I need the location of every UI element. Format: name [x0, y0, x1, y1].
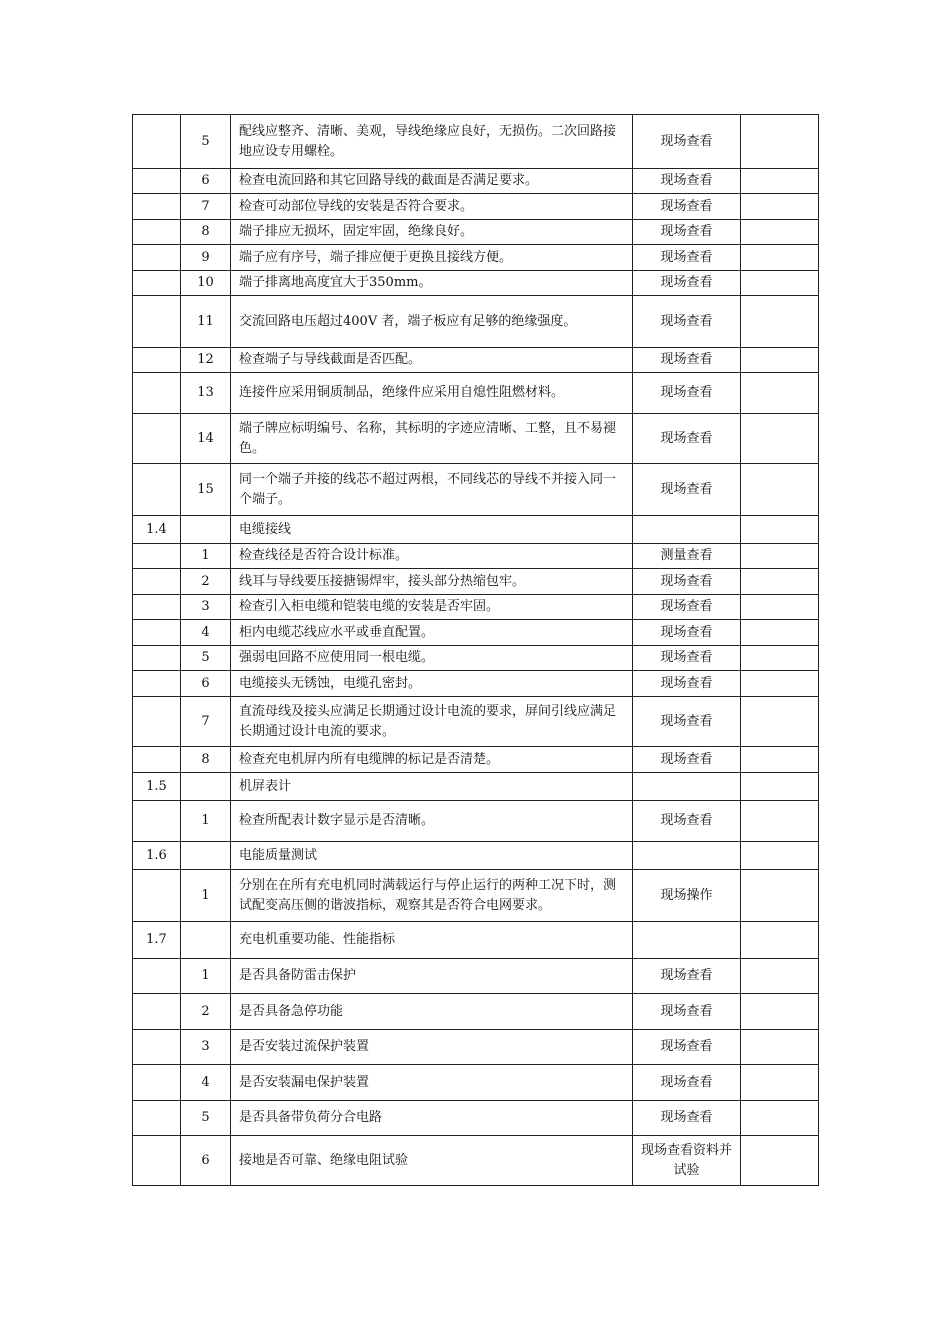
result-cell: [741, 569, 819, 595]
item-number-cell: 7: [181, 697, 231, 747]
item-number-cell: 8: [181, 747, 231, 773]
table-row: [133, 245, 819, 271]
section-number-cell: [133, 348, 181, 373]
table-row: [133, 620, 819, 646]
check-method-cell: [633, 842, 741, 870]
result-cell: [741, 773, 819, 801]
requirement-cell: 是否安装漏电保护装置: [231, 1065, 633, 1101]
section-number-cell: [133, 697, 181, 747]
inspection-table: [132, 114, 819, 1186]
table-row: [133, 464, 819, 516]
item-number-cell: 14: [181, 414, 231, 464]
item-number-cell: 5: [181, 1101, 231, 1136]
item-number-cell: 9: [181, 245, 231, 271]
result-cell: [741, 1136, 819, 1186]
check-method-cell: [633, 516, 741, 544]
result-cell: [741, 922, 819, 959]
table-row: [133, 747, 819, 773]
section-number-cell: [133, 595, 181, 620]
section-header-row: [133, 842, 819, 870]
requirement-cell: 电能质量测试: [231, 842, 633, 870]
requirement-cell: 强弱电回路不应使用同一根电缆。: [231, 646, 633, 671]
section-number-cell: [133, 271, 181, 296]
check-method-cell: 现场查看: [633, 747, 741, 773]
result-cell: [741, 373, 819, 414]
table-row: [133, 994, 819, 1030]
requirement-cell: 检查线径是否符合设计标准。: [231, 544, 633, 569]
table-row: [133, 271, 819, 296]
result-cell: [741, 671, 819, 697]
check-method-cell: 现场查看: [633, 646, 741, 671]
requirement-cell: 是否具备急停功能: [231, 994, 633, 1030]
result-cell: [741, 994, 819, 1030]
result-cell: [741, 1101, 819, 1136]
result-cell: [741, 1065, 819, 1101]
section-number-cell: [133, 296, 181, 348]
section-number-cell: [133, 464, 181, 516]
requirement-cell: 充电机重要功能、性能指标: [231, 922, 633, 959]
result-cell: [741, 194, 819, 220]
item-number-cell: 4: [181, 1065, 231, 1101]
check-method-cell: 现场查看: [633, 959, 741, 994]
result-cell: [741, 296, 819, 348]
result-cell: [741, 544, 819, 569]
item-number-cell: 2: [181, 569, 231, 595]
inspection-table-body: [133, 115, 819, 1186]
result-cell: [741, 414, 819, 464]
requirement-cell: 电缆接头无锈蚀，电缆孔密封。: [231, 671, 633, 697]
section-number-cell: 1.6: [133, 842, 181, 870]
section-number-cell: [133, 115, 181, 169]
table-row: [133, 801, 819, 842]
item-number-cell: 1: [181, 544, 231, 569]
check-method-cell: 现场查看: [633, 373, 741, 414]
check-method-cell: 现场查看: [633, 801, 741, 842]
requirement-cell: 端子排离地高度宜大于350mm。: [231, 271, 633, 296]
requirement-cell: 是否安装过流保护装置: [231, 1030, 633, 1065]
result-cell: [741, 348, 819, 373]
check-method-cell: 现场查看: [633, 464, 741, 516]
table-row: [133, 194, 819, 220]
section-number-cell: [133, 194, 181, 220]
check-method-cell: 现场查看: [633, 414, 741, 464]
table-row: [133, 697, 819, 747]
item-number-cell: 13: [181, 373, 231, 414]
table-row: [133, 569, 819, 595]
requirement-cell: 是否具备带负荷分合电路: [231, 1101, 633, 1136]
result-cell: [741, 620, 819, 646]
item-number-cell: 3: [181, 1030, 231, 1065]
requirement-cell: 接地是否可靠、绝缘电阻试验: [231, 1136, 633, 1186]
section-number-cell: [133, 959, 181, 994]
check-method-cell: 现场查看: [633, 1030, 741, 1065]
item-number-cell: [181, 842, 231, 870]
item-number-cell: 1: [181, 870, 231, 922]
result-cell: [741, 697, 819, 747]
requirement-cell: 是否具备防雷击保护: [231, 959, 633, 994]
check-method-cell: [633, 773, 741, 801]
check-method-cell: 现场查看: [633, 994, 741, 1030]
section-number-cell: 1.5: [133, 773, 181, 801]
item-number-cell: 1: [181, 801, 231, 842]
section-number-cell: [133, 373, 181, 414]
check-method-cell: 现场查看: [633, 296, 741, 348]
result-cell: [741, 115, 819, 169]
item-number-cell: 5: [181, 115, 231, 169]
table-row: [133, 1101, 819, 1136]
check-method-cell: 测量查看: [633, 544, 741, 569]
requirement-cell: 端子应有序号，端子排应便于更换且接线方便。: [231, 245, 633, 271]
check-method-cell: 现场查看: [633, 1101, 741, 1136]
result-cell: [741, 959, 819, 994]
result-cell: [741, 747, 819, 773]
item-number-cell: 6: [181, 169, 231, 194]
section-number-cell: [133, 1101, 181, 1136]
requirement-cell: 检查所配表计数字显示是否清晰。: [231, 801, 633, 842]
requirement-cell: 同一个端子并接的线芯不超过两根，不同线芯的导线不并接入同一个端子。: [231, 464, 633, 516]
check-method-cell: 现场查看: [633, 220, 741, 245]
result-cell: [741, 245, 819, 271]
table-row: [133, 671, 819, 697]
check-method-cell: 现场查看: [633, 194, 741, 220]
check-method-cell: 现场操作: [633, 870, 741, 922]
section-number-cell: [133, 994, 181, 1030]
check-method-cell: 现场查看: [633, 620, 741, 646]
section-number-cell: [133, 245, 181, 271]
section-number-cell: [133, 544, 181, 569]
section-number-cell: [133, 870, 181, 922]
section-number-cell: [133, 620, 181, 646]
item-number-cell: 7: [181, 194, 231, 220]
section-number-cell: [133, 569, 181, 595]
table-row: [133, 1030, 819, 1065]
check-method-cell: [633, 922, 741, 959]
result-cell: [741, 271, 819, 296]
item-number-cell: 8: [181, 220, 231, 245]
result-cell: [741, 801, 819, 842]
section-number-cell: [133, 747, 181, 773]
section-number-cell: [133, 646, 181, 671]
table-row: [133, 544, 819, 569]
item-number-cell: 6: [181, 1136, 231, 1186]
requirement-cell: 检查端子与导线截面是否匹配。: [231, 348, 633, 373]
requirement-cell: 线耳与导线要压接搪锡焊牢，接头部分热缩包牢。: [231, 569, 633, 595]
check-method-cell: 现场查看: [633, 348, 741, 373]
section-number-cell: [133, 220, 181, 245]
check-method-cell: 现场查看: [633, 671, 741, 697]
item-number-cell: 12: [181, 348, 231, 373]
check-method-cell: 现场查看: [633, 595, 741, 620]
table-row: [133, 348, 819, 373]
item-number-cell: 1: [181, 959, 231, 994]
requirement-cell: 检查可动部位导线的安装是否符合要求。: [231, 194, 633, 220]
check-method-cell: 现场查看: [633, 1065, 741, 1101]
table-row: [133, 870, 819, 922]
table-row: [133, 296, 819, 348]
table-row: [133, 646, 819, 671]
requirement-cell: 端子牌应标明编号、名称，其标明的字迹应清晰、工整，且不易褪色。: [231, 414, 633, 464]
requirement-cell: 交流回路电压超过400V 者，端子板应有足够的绝缘强度。: [231, 296, 633, 348]
item-number-cell: 11: [181, 296, 231, 348]
requirement-cell: 分别在在所有充电机同时满载运行与停止运行的两种工况下时，测试配变高压侧的谐波指标，观察其是否符合电网要求。: [231, 870, 633, 922]
table-row: [133, 414, 819, 464]
requirement-cell: 电缆接线: [231, 516, 633, 544]
section-number-cell: [133, 1030, 181, 1065]
requirement-cell: 检查引入柜电缆和铠装电缆的安装是否牢固。: [231, 595, 633, 620]
check-method-cell: 现场查看: [633, 115, 741, 169]
requirement-cell: 柜内电缆芯线应水平或垂直配置。: [231, 620, 633, 646]
check-method-cell: 现场查看: [633, 245, 741, 271]
item-number-cell: 10: [181, 271, 231, 296]
section-header-row: [133, 773, 819, 801]
table-row: [133, 595, 819, 620]
section-header-row: [133, 516, 819, 544]
requirement-cell: 端子排应无损坏，固定牢固，绝缘良好。: [231, 220, 633, 245]
section-number-cell: [133, 671, 181, 697]
table-row: [133, 220, 819, 245]
item-number-cell: [181, 516, 231, 544]
table-row: [133, 959, 819, 994]
item-number-cell: 4: [181, 620, 231, 646]
check-method-cell: 现场查看: [633, 271, 741, 296]
check-method-cell: 现场查看: [633, 569, 741, 595]
result-cell: [741, 169, 819, 194]
result-cell: [741, 516, 819, 544]
item-number-cell: 5: [181, 646, 231, 671]
item-number-cell: [181, 922, 231, 959]
section-number-cell: 1.7: [133, 922, 181, 959]
result-cell: [741, 220, 819, 245]
result-cell: [741, 870, 819, 922]
section-number-cell: [133, 801, 181, 842]
section-number-cell: [133, 414, 181, 464]
requirement-cell: 配线应整齐、清晰、美观，导线绝缘应良好，无损伤。二次回路接地应设专用螺栓。: [231, 115, 633, 169]
item-number-cell: 6: [181, 671, 231, 697]
requirement-cell: 直流母线及接头应满足长期通过设计电流的要求，屏间引线应满足长期通过设计电流的要求。: [231, 697, 633, 747]
requirement-cell: 连接件应采用铜质制品，绝缘件应采用自熄性阻燃材料。: [231, 373, 633, 414]
table-row: [133, 1065, 819, 1101]
item-number-cell: 15: [181, 464, 231, 516]
result-cell: [741, 1030, 819, 1065]
section-number-cell: 1.4: [133, 516, 181, 544]
requirement-cell: 检查充电机屏内所有电缆牌的标记是否清楚。: [231, 747, 633, 773]
item-number-cell: [181, 773, 231, 801]
check-method-cell: 现场查看: [633, 169, 741, 194]
check-method-cell: 现场查看: [633, 697, 741, 747]
section-number-cell: [133, 1136, 181, 1186]
requirement-cell: 检查电流回路和其它回路导线的截面是否满足要求。: [231, 169, 633, 194]
table-row: [133, 1136, 819, 1186]
section-header-row: [133, 922, 819, 959]
result-cell: [741, 464, 819, 516]
check-method-cell: 现场查看资料并试验: [633, 1136, 741, 1186]
section-number-cell: [133, 1065, 181, 1101]
result-cell: [741, 842, 819, 870]
result-cell: [741, 646, 819, 671]
requirement-cell: 机屏表计: [231, 773, 633, 801]
item-number-cell: 2: [181, 994, 231, 1030]
table-row: [133, 115, 819, 169]
item-number-cell: 3: [181, 595, 231, 620]
result-cell: [741, 595, 819, 620]
section-number-cell: [133, 169, 181, 194]
table-row: [133, 373, 819, 414]
table-row: [133, 169, 819, 194]
